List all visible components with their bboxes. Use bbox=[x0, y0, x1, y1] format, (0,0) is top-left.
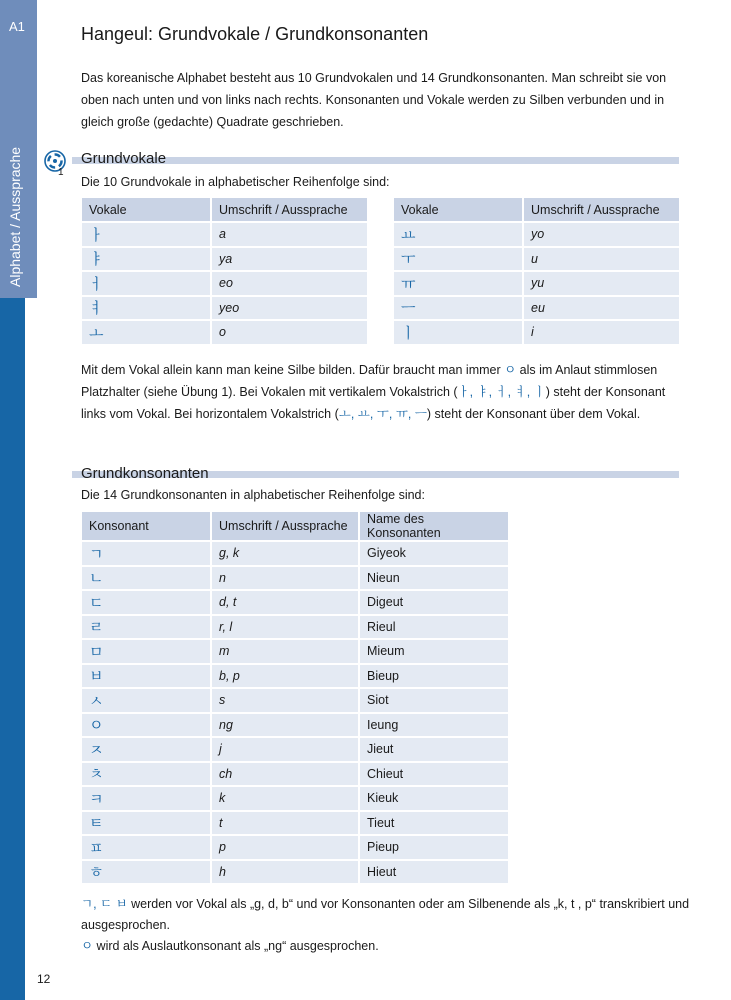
col-header-name: Name des Konsonanten bbox=[360, 512, 508, 540]
table-row: ㅓ eo bbox=[82, 272, 367, 295]
table-row: ㅁ m Mieum bbox=[82, 640, 508, 663]
table-row: ㅅ s Siot bbox=[82, 689, 508, 712]
table-row: ㅡ eu bbox=[394, 297, 679, 320]
consonants-subtitle: Die 14 Grundkonsonanten in alphabetischer Reihenfolge sind: bbox=[81, 488, 425, 502]
table-row: ㅣ i bbox=[394, 321, 679, 344]
table-row: ㅜ u bbox=[394, 248, 679, 271]
table-row: ㅊ ch Chieut bbox=[82, 763, 508, 786]
consonants-heading: Grundkonsonanten bbox=[81, 465, 209, 482]
table-row: ㅛ yo bbox=[394, 223, 679, 246]
page-number: 12 bbox=[37, 972, 51, 986]
table-row: ㄴ n Nieun bbox=[82, 567, 508, 590]
note-ieung: ㅇ wird als Auslautkonsonant als „ng“ ausgesprochen. bbox=[81, 939, 379, 953]
table-row: ㅋ k Kieuk bbox=[82, 787, 508, 810]
intro-text: Das koreanische Alphabet besteht aus 10 Grundvokalen und 14 Grundkonsonanten. Man schreibt sie von oben nach unten und von links nach rechts. Konsonanten und Vokale werden zu Silben verbunden und in gleich große (gedachte) Quadrate geschrieben. bbox=[81, 71, 667, 129]
sidebar-strip bbox=[0, 298, 25, 1000]
consonant-table bbox=[82, 510, 508, 885]
placeholder-jamo: ㅇ bbox=[504, 363, 517, 377]
audio-track-number: 1 bbox=[58, 167, 64, 176]
level-label: A1 bbox=[9, 19, 25, 34]
audio-cd-icon[interactable] bbox=[43, 150, 69, 176]
table-row: ㅎ h Hieut bbox=[82, 861, 508, 884]
sidebar-tab bbox=[0, 0, 37, 298]
table-row: ㅏ a bbox=[82, 223, 367, 246]
page-title: Hangeul: Grundvokale / Grundkonsonanten bbox=[81, 24, 429, 44]
vowel-table-left bbox=[82, 196, 367, 346]
col-header-transcription: Umschrift / Aussprache bbox=[524, 198, 679, 221]
table-row: ㄹ r, l Rieul bbox=[82, 616, 508, 639]
table-row: ㅕ yeo bbox=[82, 297, 367, 320]
note-jamo: ㅇ bbox=[81, 939, 94, 953]
table-row: ㄱ g, k Giyeok bbox=[82, 542, 508, 565]
col-header-transcription: Umschrift / Aussprache bbox=[212, 512, 360, 540]
section-label: Alphabet / Aussprache bbox=[7, 146, 23, 287]
col-header-transcription: Umschrift / Aussprache bbox=[212, 198, 367, 221]
table-row: ㅇ ng Ieung bbox=[82, 714, 508, 737]
table-row: ㄷ d, t Digeut bbox=[82, 591, 508, 614]
table-row: ㅠ yu bbox=[394, 272, 679, 295]
horizontal-vowels: ㅗ, ㅛ, ㅜ, ㅠ, ㅡ bbox=[338, 407, 427, 421]
table-row: ㅂ b, p Bieup bbox=[82, 665, 508, 688]
table-row: ㅍ p Pieup bbox=[82, 836, 508, 859]
col-header-vowel: Vokale bbox=[82, 198, 212, 221]
col-header-consonant: Konsonant bbox=[82, 512, 212, 540]
table-row: ㅗ o bbox=[82, 321, 367, 344]
table-row: ㅌ t Tieut bbox=[82, 812, 508, 835]
vowels-heading: Grundvokale bbox=[81, 150, 167, 167]
vertical-vowels: ㅏ, ㅑ, ㅓ, ㅕ, ㅣ bbox=[457, 385, 546, 399]
table-row: ㅑ ya bbox=[82, 248, 367, 271]
table-row: ㅈ j Jieut bbox=[82, 738, 508, 761]
vowel-paragraph: Mit dem Vokal allein kann man keine Silbe bilden. Dafür braucht man immer ㅇ als im Anlaut stimmlosen Platzhalter (siehe Übung 1). Bei Vokalen mit vertikalem Vokalstrich (ㅏ, ㅑ, ㅓ, ㅕ, ㅣ) steht der Konsonant links vom Vokal. Bei horizontalem Vokalstrich (ㅗ, ㅛ, ㅜ, ㅠ, ㅡ) steht der Konsonant über dem Vokal. bbox=[81, 363, 666, 421]
note-jamo: ㄱ, ㄷ ㅂ bbox=[81, 897, 128, 911]
vowel-table-right bbox=[394, 196, 679, 346]
note-voicing: ㄱ, ㄷ ㅂ werden vor Vokal als „g, d, b“ und vor Konsonanten oder am Silbenende als „k, t , p“ transkribiert und ausgesprochen. bbox=[81, 897, 690, 932]
col-header-vowel: Vokale bbox=[394, 198, 524, 221]
vowels-subtitle: Die 10 Grundvokale in alphabetischer Reihenfolge sind: bbox=[81, 175, 390, 189]
